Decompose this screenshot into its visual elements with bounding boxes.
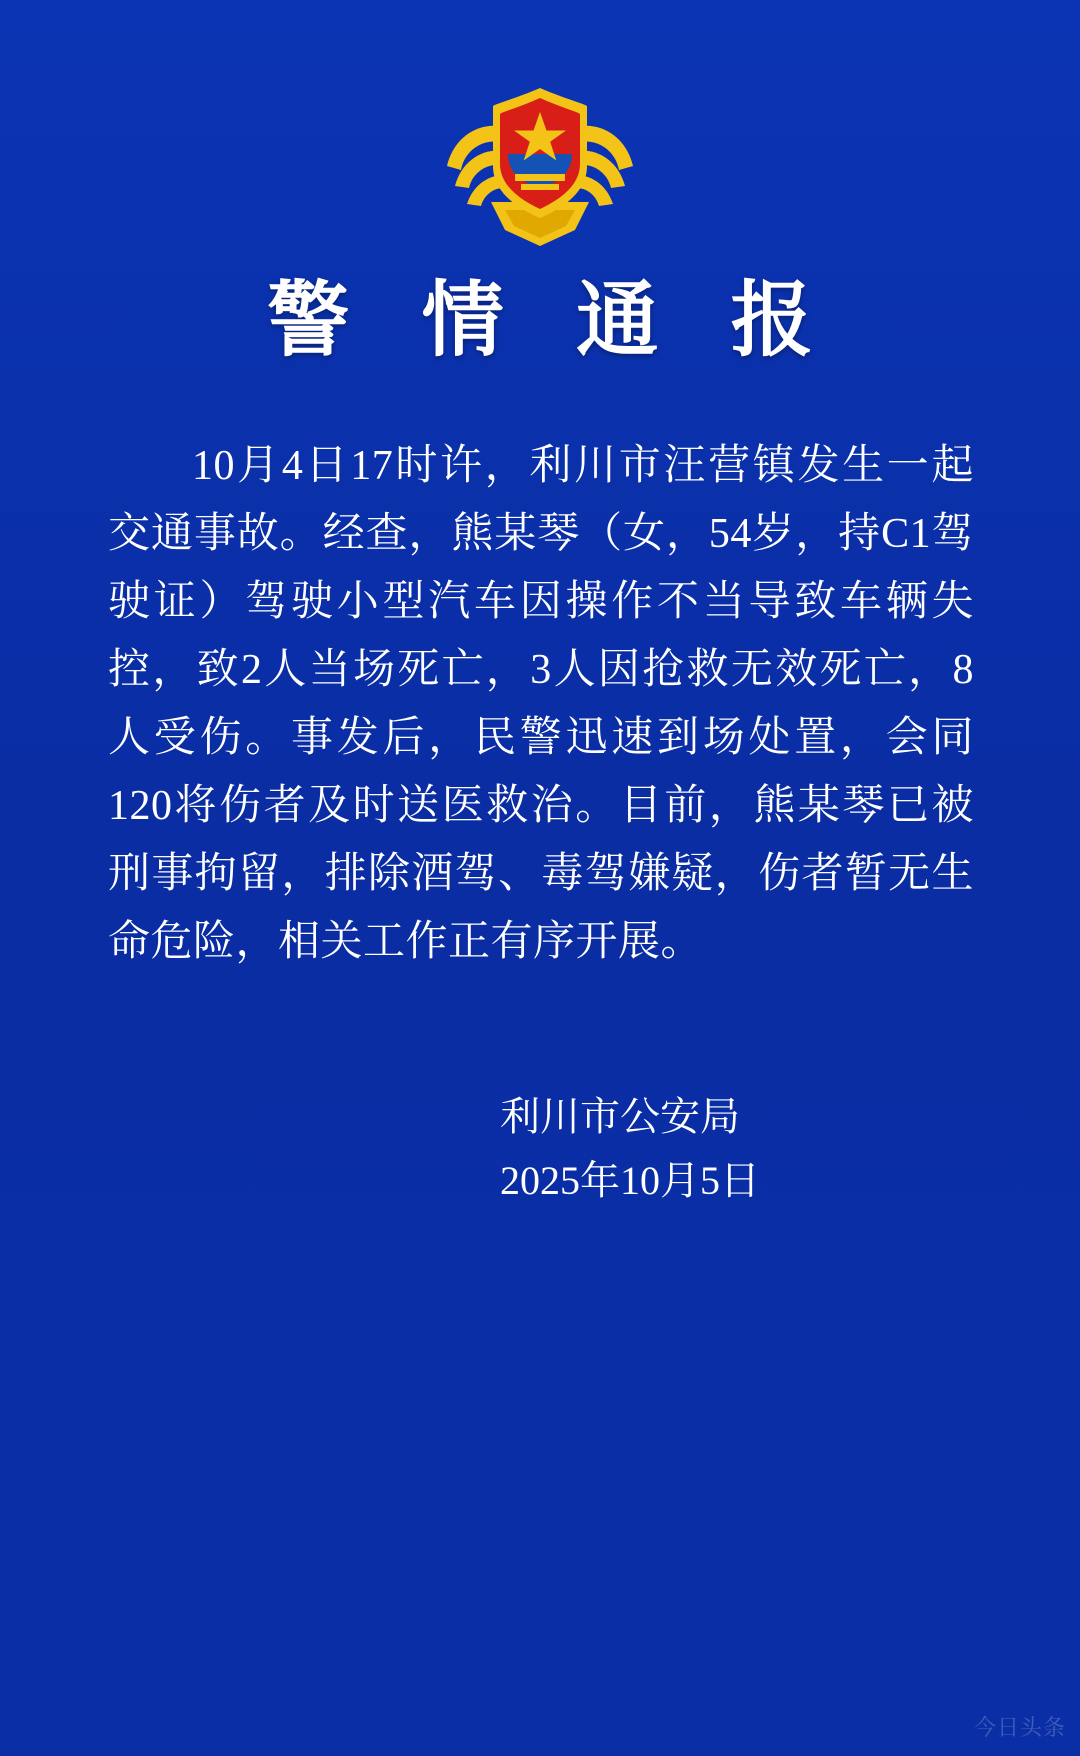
issuer-name: 利川市公安局	[500, 1094, 740, 1139]
china-police-emblem-icon	[435, 70, 645, 260]
page-title: 警 情 通 报	[267, 275, 839, 366]
emblem-container	[0, 70, 1080, 260]
signature-block	[0, 1085, 1080, 1213]
notice-body: 10月4日17时许，利川市汪营镇发生一起交通事故。经查，熊某琴（女，54岁，持C1驾驶证）驾驶小型汽车因操作不当导致车辆失控，致2人当场死亡，3人因抢救无效死亡，8人受伤。事发后，民警迅速到场处置，会同120将伤者及时送医救治。目前，熊某琴已被刑事拘留，排除酒驾、毒驾嫌疑，伤者暂无生命危险，相关工作正有序开展。	[108, 443, 974, 965]
issue-date: 2025年10月5日	[500, 1158, 760, 1203]
watermark-label: 今日头条	[973, 1715, 1066, 1740]
